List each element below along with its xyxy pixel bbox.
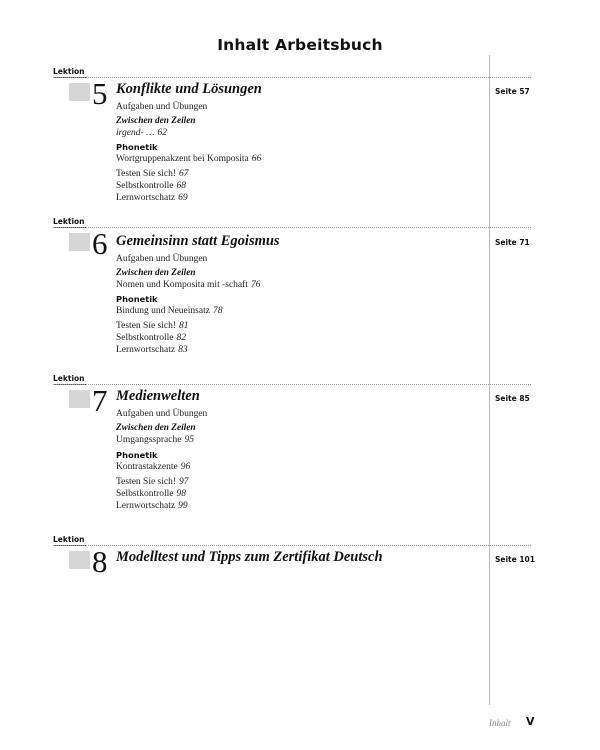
lern-page: 99 (178, 501, 188, 511)
lektion-number: 8 (92, 544, 108, 579)
zwischen-text: Umgangssprache (116, 435, 182, 445)
phonetik-label: Phonetik (116, 142, 158, 152)
testen-page: 67 (179, 169, 189, 179)
page-title: Inhalt Arbeitsbuch (217, 36, 383, 54)
zwischen-entry[interactable] (116, 279, 260, 291)
testen-page: 81 (179, 321, 189, 331)
lektion-square (69, 390, 90, 408)
selbst-page: 68 (176, 181, 187, 191)
footer-section: Inhalt (489, 718, 511, 728)
testen-entry[interactable] (116, 476, 189, 488)
lektion-label: Lektion (53, 217, 85, 226)
zwischen-page: 62 (157, 128, 167, 138)
testen-text: Testen Sie sich! (116, 169, 177, 179)
lektion-seite[interactable]: Seite 71 (495, 238, 530, 247)
zwischen-text: irgend- … (116, 128, 155, 138)
testen-text: Testen Sie sich! (116, 477, 177, 487)
lern-page: 69 (178, 193, 188, 203)
selbst-text: Selbstkontrolle (116, 489, 174, 499)
lektion-square (69, 233, 90, 251)
lern-page: 83 (178, 345, 188, 355)
zwischen-label: Zwischen den Zeilen (116, 423, 196, 433)
testen-page: 97 (179, 477, 189, 487)
testen-entry[interactable] (116, 168, 189, 180)
selbst-entry[interactable] (116, 180, 186, 192)
selbst-text: Selbstkontrolle (116, 333, 174, 343)
lektion-rule (53, 384, 531, 385)
lektion-title[interactable]: Konflikte und Lösungen (116, 81, 262, 97)
phonetik-text: Wortgruppenakzent bei Komposita (116, 154, 249, 164)
aufgaben-line[interactable]: Aufgaben und Übungen (116, 254, 208, 264)
lektion-title[interactable]: Medienwelten (116, 388, 200, 404)
selbst-entry[interactable] (116, 488, 186, 500)
lern-text: Lernwortschatz (116, 193, 176, 203)
lern-text: Lernwortschatz (116, 501, 176, 511)
selbst-text: Selbstkontrolle (116, 181, 174, 191)
lektion-number: 5 (92, 76, 108, 111)
lektion-seite[interactable]: Seite 85 (495, 394, 530, 403)
lektion-title[interactable]: Gemeinsinn statt Egoismus (116, 233, 280, 249)
lektion-rule (53, 545, 531, 546)
lektion-number: 6 (92, 226, 108, 261)
phonetik-text: Kontrastakzente (116, 462, 178, 472)
testen-entry[interactable] (116, 320, 189, 332)
lektion-rule (53, 77, 531, 78)
zwischen-label: Zwischen den Zeilen (116, 268, 196, 278)
phonetik-page: 66 (251, 154, 262, 164)
phonetik-entry[interactable] (116, 153, 261, 165)
lektion-square (69, 83, 90, 101)
phonetik-entry[interactable] (116, 461, 190, 473)
zwischen-text: Nomen und Komposita mit -schaft (116, 280, 248, 290)
aufgaben-line[interactable]: Aufgaben und Übungen (116, 409, 208, 419)
testen-text: Testen Sie sich! (116, 321, 177, 331)
phonetik-label: Phonetik (116, 294, 158, 304)
lern-text: Lernwortschatz (116, 345, 176, 355)
lektion-rule (53, 227, 531, 228)
phonetik-entry[interactable] (116, 305, 222, 317)
lern-entry[interactable] (116, 344, 188, 356)
selbst-page: 98 (176, 489, 187, 499)
zwischen-label: Zwischen den Zeilen (116, 116, 196, 126)
lern-entry[interactable] (116, 500, 188, 512)
lektion-label: Lektion (53, 374, 85, 383)
zwischen-entry[interactable] (116, 127, 167, 139)
lektion-title[interactable]: Modelltest und Tipps zum Zertifikat Deutsch (116, 549, 383, 565)
selbst-page: 82 (176, 333, 187, 343)
lektion-label: Lektion (53, 67, 85, 76)
footer-page-number: V (526, 715, 535, 728)
lektion-seite[interactable]: Seite 57 (495, 87, 530, 96)
phonetik-page: 96 (180, 462, 191, 472)
aufgaben-line[interactable]: Aufgaben und Übungen (116, 102, 208, 112)
phonetik-page: 78 (212, 306, 223, 316)
phonetik-text: Bindung und Neueinsatz (116, 306, 210, 316)
selbst-entry[interactable] (116, 332, 186, 344)
lektion-number: 7 (92, 383, 108, 418)
lern-entry[interactable] (116, 192, 188, 204)
phonetik-label: Phonetik (116, 450, 158, 460)
zwischen-page: 95 (184, 435, 194, 445)
zwischen-entry[interactable] (116, 434, 194, 446)
lektion-label: Lektion (53, 535, 85, 544)
zwischen-page: 76 (250, 280, 261, 290)
column-divider (489, 55, 490, 705)
lektion-seite[interactable]: Seite 101 (495, 555, 535, 564)
lektion-square (69, 551, 90, 569)
